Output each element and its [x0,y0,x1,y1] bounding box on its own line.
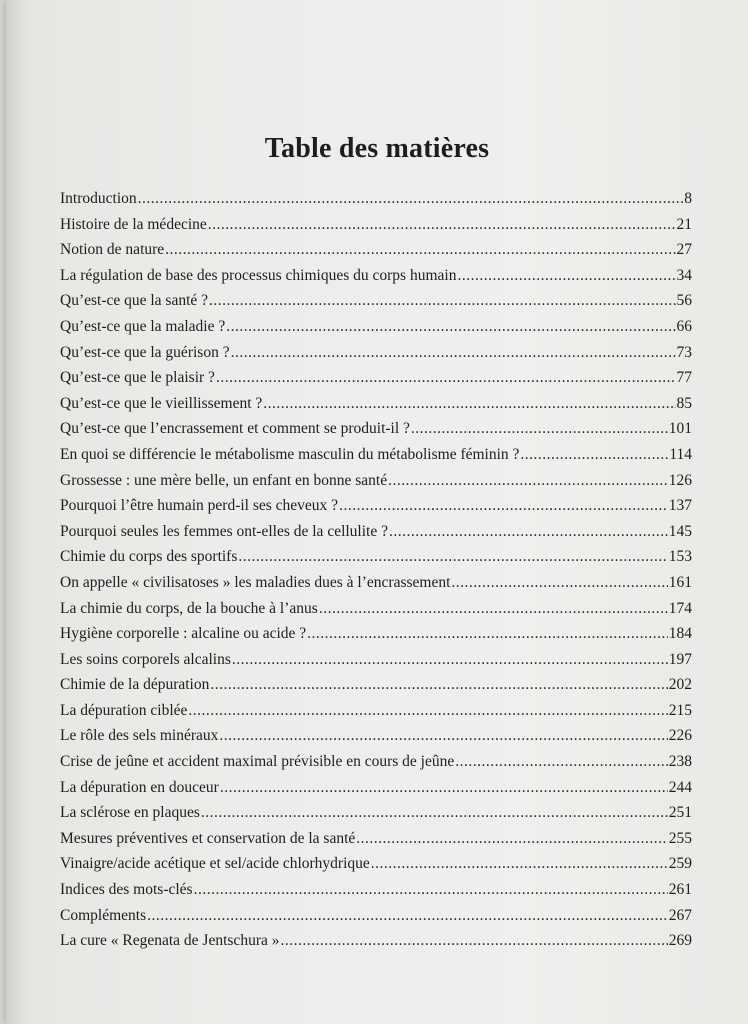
toc-entry-title: Compléments [60,906,147,924]
toc-entry [60,497,692,523]
toc-entry-page-number: 153 [668,548,692,566]
dot-leader [238,548,667,566]
toc-entry [60,727,692,753]
dot-leader [219,727,667,745]
toc-entry-title: Introduction [60,190,137,207]
toc-entry-page-number: 269 [668,932,692,950]
toc-entry-title: La cure « Regenata de Jentschura » [60,932,280,950]
toc-entry-page-number: 101 [668,420,692,438]
toc-entry-title: Mesures préventives et conservation de la santé [60,829,356,847]
toc-entry [60,702,692,728]
toc-entry-page-number: 251 [668,804,692,822]
dot-leader [280,932,667,950]
dot-leader [210,676,667,694]
toc-entry [60,446,692,472]
dot-leader [339,497,668,515]
toc-entry [60,190,692,216]
toc-entry-page-number: 161 [668,573,692,591]
dot-leader [457,267,675,285]
dot-leader [319,600,668,618]
dot-leader [307,625,668,643]
toc-entry [60,651,692,677]
toc-entry-title: Qu’est-ce que la maladie ? [60,317,226,335]
toc-entry-page-number: 126 [668,471,692,489]
toc-entry-page-number: 261 [668,881,692,899]
toc-entry-title: Histoire de la médecine [60,215,207,233]
toc-entry-title: Qu’est-ce que le plaisir ? [60,369,215,387]
toc-entry-page-number: 66 [676,317,692,335]
toc-entry-title: Crise de jeûne et accident maximal prévisible en cours de jeûne [60,753,455,771]
toc-entry-title: La dépuration ciblée [60,701,188,719]
dot-leader [232,651,668,669]
toc-entry-title: Les soins corporels alcalins [60,650,231,668]
toc-entry-title: La régulation de base des processus chimiques du corps humain [60,266,457,284]
toc-entry-title: Pourquoi l’être humain perd-il ses cheveux ? [60,497,339,515]
toc-entry [60,216,692,242]
toc-entry-title: Le rôle des sels minéraux [60,727,219,745]
dot-leader [201,804,668,822]
toc-entry [60,574,692,600]
dot-leader [209,292,675,310]
toc-entry-page-number: 255 [668,829,692,847]
toc-entry [60,241,692,267]
toc-entry-page-number: 27 [676,241,692,259]
toc-entry-page-number: 77 [676,369,692,387]
dot-leader [216,369,676,387]
toc-entry-page-number: 202 [668,676,692,694]
dot-leader [520,446,668,464]
toc-entry-title: Grossesse : une mère belle, un enfant en bonne santé [60,471,388,489]
book-page [6,0,748,1024]
dot-leader [147,907,668,925]
page-title: Table des matières [264,132,490,164]
toc-entry [60,523,692,549]
dot-leader [194,881,668,899]
toc-entry-title: La dépuration en douceur [60,778,219,796]
dot-leader [389,523,668,541]
toc-entry [60,344,692,370]
toc-entry-page-number: 34 [676,266,692,284]
dot-leader [411,420,668,438]
toc-entry-title: Vinaigre/acide acétique et sel/acide chlorhydrique [60,855,370,873]
table-of-contents [60,190,692,958]
toc-entry [60,548,692,574]
dot-leader [356,830,667,848]
toc-entry-page-number: 184 [668,625,692,643]
toc-entry [60,676,692,702]
toc-entry-title: La chimie du corps, de la bouche à l’anus [60,599,318,617]
toc-entry-title: En quoi se différencie le métabolisme masculin du métabolisme féminin ? [60,445,520,463]
toc-entry [60,907,692,933]
toc-entry [60,779,692,805]
toc-entry [60,267,692,293]
toc-entry-page-number: 226 [668,727,692,745]
toc-entry [60,318,692,344]
dot-leader [455,753,668,771]
toc-entry-title: Qu’est-ce que le vieillissement ? [60,394,263,412]
toc-entry-page-number: 244 [668,778,692,796]
toc-entry [60,420,692,446]
toc-entry-page-number: 137 [668,497,692,515]
toc-entry [60,369,692,395]
toc-entry [60,753,692,779]
toc-entry [60,625,692,651]
toc-entry-title: On appelle « civilisatoses » les maladies dues à l’encrassement [60,573,451,591]
toc-entry-title: Qu’est-ce que l’encrassement et comment se produit-il ? [60,420,410,438]
toc-entry-page-number: 145 [668,522,692,540]
toc-entry [60,395,692,421]
dot-leader [231,344,676,362]
dot-leader [138,190,684,208]
toc-entry-page-number: 267 [668,906,692,924]
toc-entry-page-number: 21 [676,215,692,233]
toc-entry-page-number: 85 [676,394,692,412]
dot-leader [188,702,667,720]
toc-entry-title: Chimie de la dépuration [60,676,210,694]
toc-entry [60,600,692,626]
toc-entry-page-number: 174 [668,599,692,617]
toc-entry [60,881,692,907]
toc-entry-page-number: 197 [668,650,692,668]
dot-leader [226,318,675,336]
toc-entry-page-number: 73 [676,343,692,361]
toc-entry-title: Pourquoi seules les femmes ont-elles de la cellulite ? [60,522,388,540]
toc-entry-title: Qu’est-ce que la santé ? [60,292,209,310]
dot-leader [220,779,668,797]
dot-leader [263,395,675,413]
toc-entry-title: Indices des mots-clés [60,881,193,899]
dot-leader [208,216,676,234]
toc-entry-page-number: 259 [668,855,692,873]
toc-entry-title: Hygiène corporelle : alcaline ou acide ? [60,625,307,643]
toc-entry-title: Notion de nature [60,241,165,259]
dot-leader [165,241,675,259]
dot-leader [388,472,668,490]
toc-entry-page-number: 56 [676,292,692,310]
dot-leader [451,574,667,592]
toc-entry-page-number: 8 [684,190,692,207]
toc-entry-title: Qu’est-ce que la guérison ? [60,343,230,361]
toc-entry-title: La sclérose en plaques [60,804,200,822]
toc-entry [60,292,692,318]
toc-entry [60,855,692,881]
toc-entry-page-number: 114 [669,445,692,463]
toc-entry [60,472,692,498]
toc-entry [60,932,692,958]
toc-entry-page-number: 238 [668,753,692,771]
toc-entry-page-number: 215 [668,701,692,719]
toc-entry-title: Chimie du corps des sportifs [60,548,238,566]
toc-entry [60,804,692,830]
dot-leader [371,855,668,873]
toc-entry [60,830,692,856]
